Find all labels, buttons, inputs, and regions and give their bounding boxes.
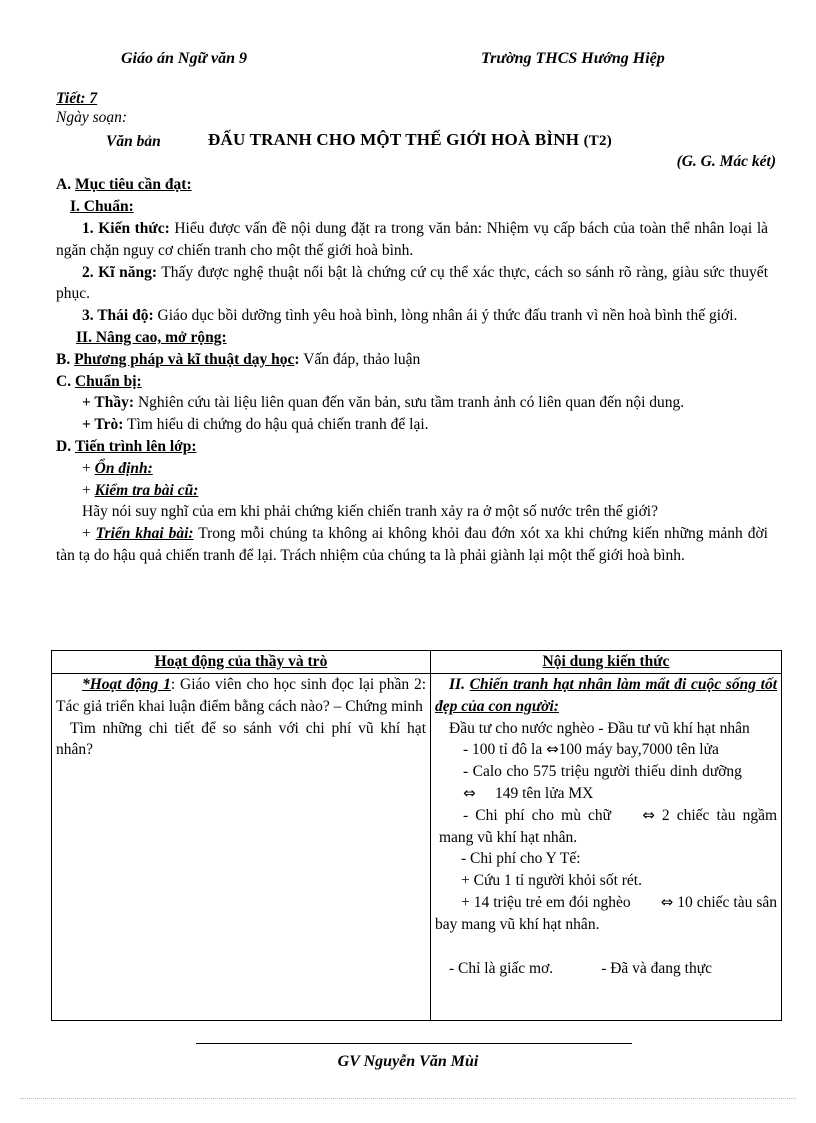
header-right: Trường THCS Hướng Hiệp [481,50,665,67]
author: (G. G. Mác két) [676,152,776,170]
thay-paragraph: + Thầy: Nghiên cứu tài liệu liên quan đến văn bản, sưu tầm tranh ảnh có liên quan đến nội dung. [82,394,685,412]
trien-khai-paragraph: + Triển khai bài: Trong mỗi chúng ta không ai không khỏi đau đớn xót xa khi chứng kiến những mảnh đời tàn tạ do hậu quả chiến tranh để lại. Trách nhiệm của chúng ta là phải giành lại một thế giới hoà bình. [56,525,768,564]
header-left: Giáo án Ngữ văn 9 [121,50,248,67]
section-a-sub1: I. Chuẩn: [70,198,134,216]
document-body [56,88,776,567]
right-intro: Đầu tư cho nước nghèo - Đầu tư vũ khí hạt nhân [449,719,750,737]
on-dinh-item: + Ổn định: [82,459,153,477]
equivalence-arrow-icon: ⇔ [642,805,655,824]
hoat-dong-paragraph: *Hoạt động 1: Giáo viên cho học sinh đọc lại phần 2: Tác giả triển khai luận điểm bằng cách nào? – Chứng minh [56,676,427,715]
right-heading: II. Chiến tranh hạt nhân làm mất đi cuộc sống tốt đẹp của con người: [435,676,778,715]
van-ban-label: Văn bản [106,132,161,150]
list-item: + Cứu 1 tỉ người khỏi sốt rét. [461,872,642,890]
equivalence-arrow-icon: ⇔ [660,892,674,911]
list-item: - Calo cho 575 triệu người thiếu dinh dưỡng ⇔ 149 tên lửa MX [435,761,777,805]
section-a-sub2: II. Nâng cao, mở rộng: [76,328,227,346]
col-right-header: Nội dung kiến thức [431,651,782,674]
section-d-heading: D. Tiến trình lên lớp: [56,437,197,455]
list-item: - Chi phí cho mù chữ ⇔ 2 chiếc tàu ngầm mang vũ khí hạt nhân. [439,805,778,846]
equivalence-arrow-icon: ⇔ [546,740,559,759]
col-left-header: Hoạt động của thầy và trò [52,651,431,674]
right-cell [431,674,782,1021]
teacher-signature: GV Nguyễn Văn Mùi [337,1053,479,1070]
table-header-row [52,651,782,674]
lesson-number: Tiết: 7 [56,90,98,107]
page-title: ĐẤU TRANH CHO MỘT THẾ GIỚI HOÀ BÌNH (T2) [208,129,612,149]
footer-divider [196,1043,632,1044]
kien-thuc-paragraph: 1. Kiến thức: Hiểu được vấn đề nội dung đặt ra trong văn bản: Nhiệm vụ cấp bách của toàn thể nhân loại là ngăn chặn nguy cơ chiến tranh cho một thế giới hoà bình. [56,219,768,259]
list-item: + 14 triệu trẻ em đói nghèo ⇔ 10 chiếc tàu sân bay mang vũ khí hạt nhân. [435,892,777,933]
section-b: B. Phương pháp và kĩ thuật dạy học: Vấn đáp, thảo luận [56,350,421,368]
section-a-heading: A. Mục tiêu cần đạt: [56,176,192,194]
list-item: - Chi phí cho Y Tế: [461,850,581,868]
section-c-heading: C. Chuẩn bị: [56,372,142,390]
lesson-date-label: Ngày soạn: [56,108,128,126]
kiem-tra-item: + Kiểm tra bài cũ: [82,481,199,499]
thai-do-paragraph: 3. Thái độ: Giáo dục bồi dưỡng tình yêu hoà bình, lòng nhân ái ý thức đấu tranh vì nền hoà bình thế giới. [82,307,738,325]
left-question: Tìm những chi tiết để so sánh với chi phí vũ khí hạt nhân? [56,719,426,759]
page-bottom-divider [20,1098,796,1099]
ki-nang-paragraph: 2. Kĩ năng: Thấy được nghệ thuật nổi bật là chứng cứ cụ thể xác thực, cách so sánh rõ ràng, giàu sức thuyết phục. [56,263,768,303]
equivalence-arrow-icon: ⇔ [463,783,476,802]
tro-paragraph: + Trò: Tìm hiểu di chứng do hậu quả chiến tranh để lại. [82,416,429,434]
list-item: - 100 tỉ đô la ⇔100 máy bay,7000 tên lửa [435,739,777,761]
lesson-title-row [56,129,768,153]
list-item: - Chỉ là giấc mơ. - Đã và đang thực [449,959,713,977]
left-cell [52,674,431,1021]
question-paragraph: Hãy nói suy nghĩ của em khi phải chứng kiến chiến tranh xảy ra ở một số nước trên thế giới? [82,503,658,521]
table-row [52,674,782,1021]
activity-table [51,650,782,1021]
